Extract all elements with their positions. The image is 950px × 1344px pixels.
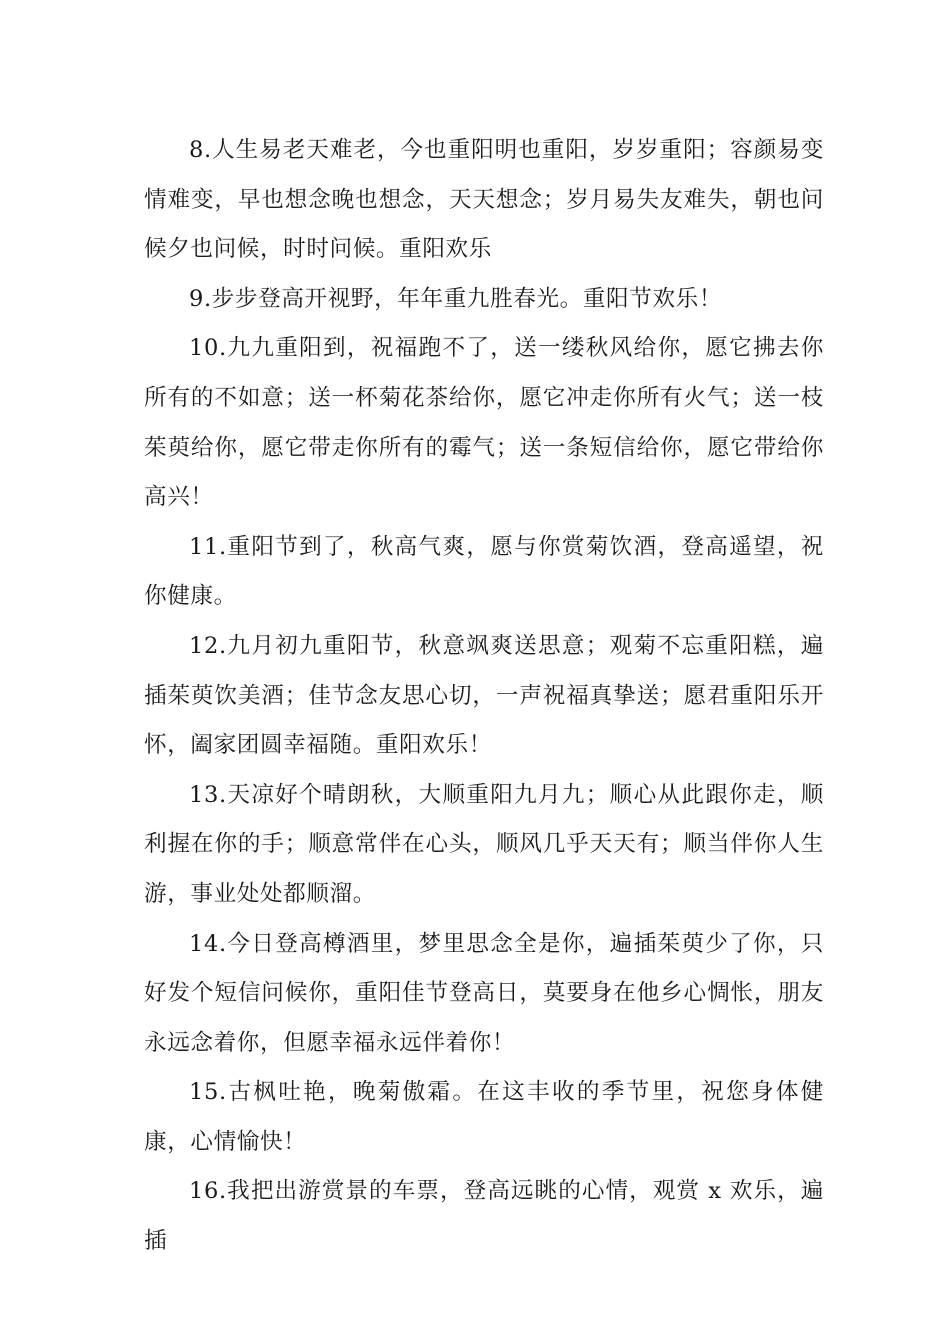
paragraph-9: 9.步步登高开视野，年年重九胜春光。重阳节欢乐！ [189, 285, 723, 312]
paragraph-14: 14.今日登高樽酒里，梦里思念全是你，遍插茱萸少了你，只好发个短信问候你，重阳佳节登高日，莫要身在他乡心惆怅，朋友永远念着你，但愿幸福永远伴着你！ [144, 930, 824, 1056]
paragraph-12: 12.九月初九重阳节，秋意飒爽送思意；观菊不忘重阳糕，遍插茱萸饮美酒；佳节念友思心切，一声祝福真挚送；愿君重阳乐开怀，阖家团圆幸福随。重阳欢乐！ [144, 632, 824, 759]
paragraph-15: 15.古枫吐艳，晚菊傲霜。在这丰收的季节里，祝您身体健康，心情愉快！ [144, 1079, 824, 1155]
paragraph-13: 13.天凉好个晴朗秋，大顺重阳九月九；顺心从此跟你走，顺利握在你的手；顺意常伴在心头，顺风几乎天天有；顺当伴你人生游，事业处处都顺溜。 [144, 781, 824, 907]
document-body [144, 126, 824, 1267]
paragraph-16: 16.我把出游赏景的车票，登高远眺的心情，观赏 x 欢乐，遍插 [144, 1178, 824, 1255]
paragraph-8: 8.人生易老天难老，今也重阳明也重阳，岁岁重阳；容颜易变情难变，早也想念晚也想念，天天想念；岁月易失友难失，朝也问候夕也问候，时时问候。重阳欢乐 [144, 137, 824, 263]
paragraph-11: 11.重阳节到了，秋高气爽，愿与你赏菊饮酒，登高遥望，祝你健康。 [144, 533, 824, 610]
paragraph-10: 10.九九重阳到，祝福跑不了，送一缕秋风给你，愿它拂去你所有的不如意；送一杯菊花茶给你，愿它冲走你所有火气；送一枝茱萸给你，愿它带走你所有的霉气；送一条短信给你，愿它带给你高兴！ [144, 335, 824, 511]
